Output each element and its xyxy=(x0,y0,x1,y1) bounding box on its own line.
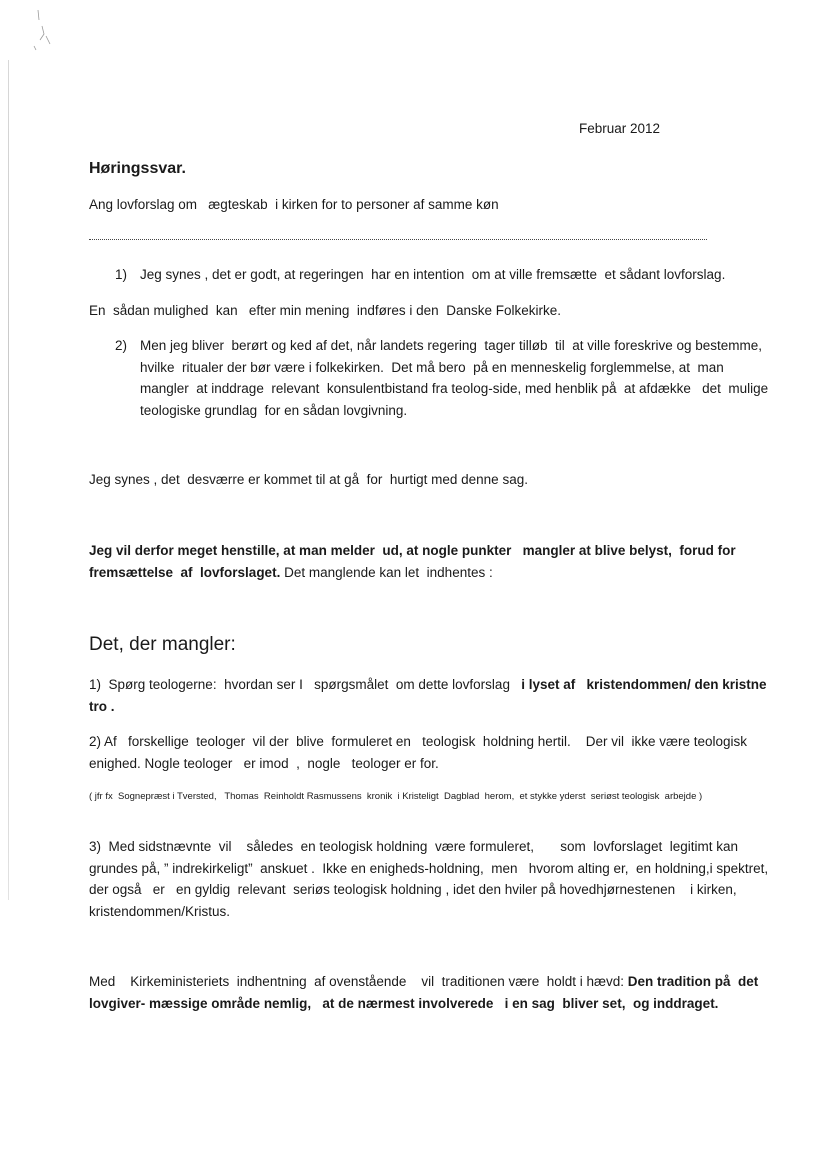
recommendation-bold: Jeg vil derfor meget henstille, at man melder ud, at nogle punkter mangler at blive belyst, forud for fremsættelse af lovforslaget. xyxy=(89,543,740,580)
point-1 xyxy=(89,264,725,285)
scan-edge-line xyxy=(8,60,9,900)
closing-paragraph xyxy=(89,971,779,1014)
recommendation-normal: Det manglende kan let indhentes : xyxy=(280,564,493,580)
missing-point-1-bold: i lyset af kristendommen/ den kristne tro . xyxy=(89,677,771,714)
point-1-number: 1) xyxy=(115,267,128,282)
closing-bold: Den tradition på det lovgiver- mæssige område nemlig, at de nærmest involverede i en sag bliver set, og inddraget. xyxy=(89,974,763,1011)
point-1-text: Jeg synes , det er godt, at regeringen har en intention om at ville fremsætte et sådant lovforslag. xyxy=(140,267,726,282)
possibility-sentence: En sådan mulighed kan efter min mening indføres i den Danske Folkekirke. xyxy=(89,303,561,318)
point-2-number: 2) xyxy=(115,338,128,353)
opinion-sentence: Jeg synes , det desværre er kommet til at gå for hurtigt med denne sag. xyxy=(89,472,528,487)
missing-point-1-normal: 1) Spørg teologerne: hvordan ser I spørgsmålet om dette lovforslag xyxy=(89,677,522,692)
missing-heading: Det, der mangler: xyxy=(89,634,236,655)
document-title: Høringssvar. xyxy=(89,160,186,177)
dotted-separator xyxy=(89,231,707,240)
document-date: Februar 2012 xyxy=(579,121,661,136)
recommendation-paragraph xyxy=(89,540,769,583)
missing-point-1 xyxy=(89,674,769,717)
closing-normal: Med Kirkeministeriets indhentning af ovenstående vil traditionen være holdt i hævd: xyxy=(89,974,628,989)
document-subject: Ang lovforslag om ægteskab i kirken for to personer af samme køn xyxy=(89,197,499,212)
scan-smudge-mark xyxy=(30,6,56,56)
point-2-text: Men jeg bliver berørt og ked af det, når landets regering tager tilløb til at ville foreskrive og bestemme, hvilke ritualer der bør være i folkekirken. Det må bero på en menneskelig forglemmelse, at man mangler at inddrage relevant konsulentbistand fra teolog-side, med henblik på at afdække det mulige teologiske grundlag for en sådan lovgivning. xyxy=(140,338,776,418)
missing-point-2: 2) Af forskellige teologer vil der blive formuleret en teologisk holdning hertil. Der vil ikke være teologisk enighed. Nogle teologer er imod , nogle teologer er for. xyxy=(89,734,755,771)
reference-note: ( jfr fx Sognepræst i Tversted, Thomas Reinholdt Rasmussens kronik i Kristeligt Dagblad herom, et stykke yderst seriøst teologisk arbejde ) xyxy=(89,791,703,802)
missing-point-3: 3) Med sidstnævnte vil således en teologisk holdning være formuleret, som lovforslaget legitimt kan grundes på, ” indrekirkeligt” anskuet . Ikke en enigheds-holdning, men hvorom alting er, en holdning,i spektret, der også er en gyldig relevant seriøs teologisk holdning , idet den hviler på hovedhjørnestenen i kirken, kristendommen/Kristus. xyxy=(89,839,776,919)
